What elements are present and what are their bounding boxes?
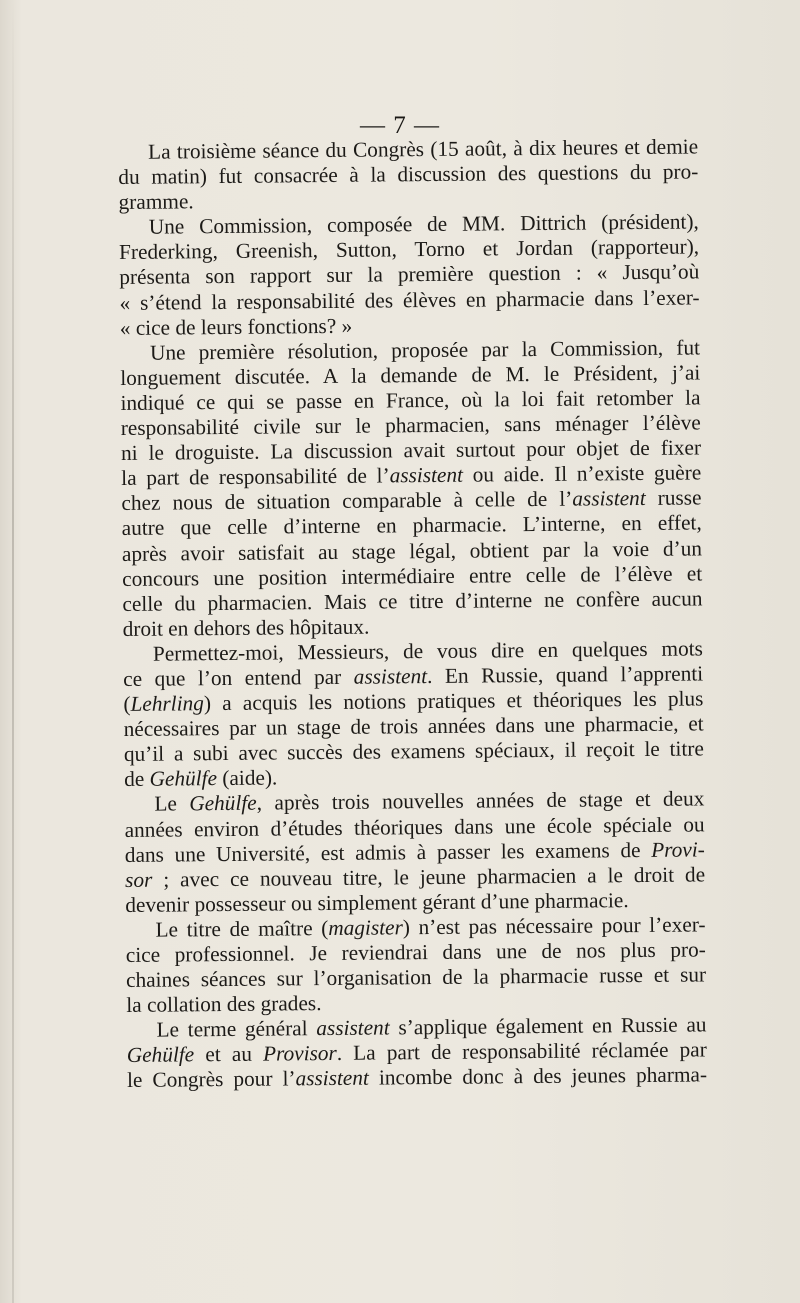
text-line: devenir possesseur ou simplement gérant d’une pharmacie. bbox=[125, 887, 629, 917]
text-line: ce que l’on entend par assistent. En Russie, quand l’apprenti bbox=[123, 661, 704, 691]
text-line: (Lehrling) a acquis les notions pratiques et théoriques les plus bbox=[123, 686, 704, 717]
text-line: la collation des grades. bbox=[126, 991, 322, 1018]
text-line: qu’il a subi avec succès des examens spéciaux, il reçoit le titre bbox=[123, 736, 704, 767]
text-line: Le titre de maître (magister) n’est pas nécessaire pour l’exer- bbox=[155, 912, 706, 942]
text-line: autre que celle d’interne en pharmacie. L’interne, en effet, bbox=[121, 510, 702, 541]
text-line: La troisième séance du Congrès (15 août, à dix heures et demie bbox=[147, 134, 699, 164]
text-line: cice professionnel. Je reviendrai dans une de nos plus pro- bbox=[125, 937, 706, 967]
text-line: après avoir satisfait au stage légal, obtient par la voie d’un bbox=[121, 535, 703, 566]
text-line: Une première résolution, proposée par la Commission, fut bbox=[149, 335, 701, 365]
text-line: Frederking, Greenish, Sutton, Torno et Jordan (rapporteur), bbox=[118, 234, 700, 265]
text-line: sor ; avec ce nouveau titre, le jeune pharmacien a le droit de bbox=[124, 862, 706, 892]
text-line: Permettez-moi, Messieurs, de vous dire en quelques mots bbox=[152, 636, 704, 666]
text-line: longuement discutée. A la demande de M. le Président, j’ai bbox=[120, 360, 701, 390]
text-line: droit en dehors des hôpitaux. bbox=[122, 614, 370, 641]
page-number: — 7 — bbox=[360, 112, 440, 139]
text-line: chez nous de situation comparable à celle de l’assistent russe bbox=[121, 485, 702, 516]
text-line: nécessaires par un stage de trois années dans une pharmacie, et bbox=[123, 711, 704, 742]
binding-edge bbox=[12, 0, 14, 1303]
text-line: « s’étend la responsabilité des élèves en pharmacie dans l’exer- bbox=[119, 284, 700, 315]
text-line: années environ d’études théoriques dans une école spéciale ou bbox=[124, 811, 705, 842]
text-line: dans une Université, est admis à passer les examens de Provi- bbox=[124, 837, 705, 867]
text-line: chaines séances sur l’organisation de la pharmacie russe et sur bbox=[125, 962, 707, 993]
text-line: Le terme général assistent s’applique également en Russie au bbox=[156, 1012, 707, 1042]
text-line: ni le droguiste. La discussion avait surtout pour objet de fixer bbox=[120, 435, 702, 466]
text-line: gramme. bbox=[118, 189, 194, 215]
text-line: celle du pharmacien. Mais ce titre d’interne ne confère aucun bbox=[122, 586, 703, 616]
text-line: Gehülfe et au Provisor. La part de responsabilité réclamée par bbox=[126, 1037, 707, 1068]
text-line: présenta son rapport sur la première question : « Jusqu’où bbox=[119, 259, 700, 290]
text-line: du matin) fut consacrée à la discussion des questions du pro- bbox=[118, 159, 699, 190]
text-line: de Gehülfe (aide). bbox=[124, 765, 278, 792]
text-line: Le Gehülfe, après trois nouvelles années de stage et deux bbox=[154, 786, 705, 817]
text-line: responsabilité civile sur le pharmacien, sans ménager l’élève bbox=[120, 410, 701, 441]
text-line: la part de responsabilité de l’assistent ou aide. Il n’existe guère bbox=[121, 460, 702, 491]
text-line: indiqué ce qui se passe en France, où la loi fait retomber la bbox=[120, 385, 701, 415]
text-line: Une Commission, composée de MM. Dittrich (président), bbox=[148, 209, 699, 239]
text-line: le Congrès pour l’assistent incombe donc à des jeunes pharma- bbox=[126, 1062, 708, 1093]
text-line: « cice de leurs fonctions? » bbox=[119, 313, 353, 340]
body-text bbox=[118, 134, 707, 1093]
text-line: concours une position intermédiaire entre celle de l’élève et bbox=[122, 561, 703, 591]
